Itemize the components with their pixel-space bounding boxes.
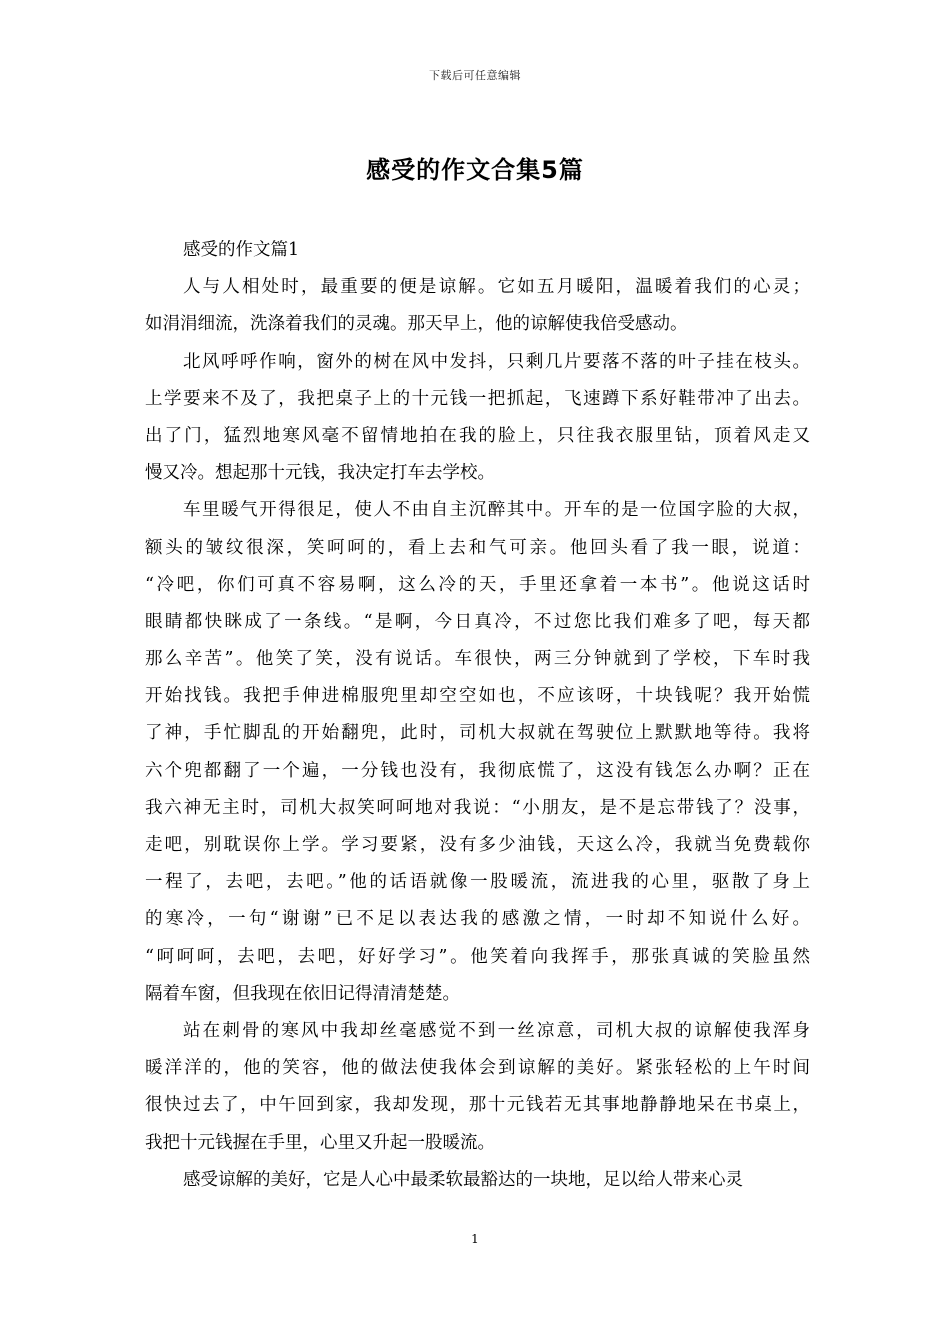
document-title: 感受的作文合集5篇 [366, 156, 584, 184]
paragraph-line: 很快过去了，中午回到家，我却发现，那十元钱若无其事地静静地呆在书桌上， [145, 1095, 810, 1116]
paragraph-line: 开始找钱。我把手伸进棉服兜里却空空如也，不应该呀，十块钱呢？我开始慌 [145, 686, 810, 707]
header-note: 下载后可任意编辑 [429, 69, 521, 82]
paragraph-line: 那么辛苦”。他笑了笑，没有说话。车很快，两三分钟就到了学校，下车时我 [145, 649, 810, 670]
paragraph-line: 如涓涓细流，洗涤着我们的灵魂。那天早上，他的谅解使我倍受感动。 [145, 314, 688, 335]
body-text [145, 232, 810, 1199]
paragraph-line: 站在刺骨的寒风中我却丝毫感觉不到一丝凉意，司机大叔的谅解使我浑身 [183, 1020, 810, 1041]
paragraph-line: “冷吧，你们可真不容易啊，这么冷的天，手里还拿着一本书”。他说这话时 [145, 574, 810, 595]
paragraph-line: 上学要来不及了，我把桌子上的十元钱一把抓起，飞速蹲下系好鞋带冲了出去。 [145, 388, 810, 409]
paragraph-line: 我六神无主时，司机大叔笑呵呵地对我说：“小朋友，是不是忘带钱了？没事， [145, 797, 810, 818]
paragraph-line: 暖洋洋的，他的笑容，他的做法使我体会到谅解的美好。紧张轻松的上午时间 [145, 1058, 810, 1079]
paragraph-line: 车里暖气开得很足，使人不由自主沉醉其中。开车的是一位国字脸的大叔， [183, 500, 810, 521]
section-heading: 感受的作文篇1 [183, 240, 300, 260]
paragraph-line: 出了门，猛烈地寒风毫不留情地拍在我的脸上，只往我衣服里钻，顶着风走又 [145, 425, 810, 446]
paragraph-line: 北风呼呼作响，窗外的树在风中发抖，只剩几片要落不落的叶子挂在枝头。 [183, 351, 810, 372]
paragraph-line: 六个兜都翻了一个遍，一分钱也没有，我彻底慌了，这没有钱怎么办啊？正在 [145, 760, 810, 781]
paragraph-line: 我把十元钱握在手里，心里又升起一股暖流。 [145, 1132, 495, 1153]
paragraph-line: 隔着车窗，但我现在依旧记得清清楚楚。 [145, 983, 460, 1004]
page-number: 1 [471, 1232, 479, 1246]
paragraph-line: 的寒冷，一句“谢谢”已不足以表达我的感激之情，一时却不知说什么好。 [145, 909, 810, 930]
paragraph-line: 感受谅解的美好，它是人心中最柔软最豁达的一块地，足以给人带来心灵 [183, 1169, 743, 1190]
paragraph-line: 额头的皱纹很深，笑呵呵的，看上去和气可亲。他回头看了我一眼，说道： [145, 537, 810, 558]
paragraph-line: “呵呵呵，去吧，去吧，好好学习”。他笑着向我挥手，那张真诚的笑脸虽然 [145, 946, 810, 967]
paragraph-line: 人与人相处时，最重要的便是谅解。它如五月暖阳，温暖着我们的心灵； [183, 277, 810, 298]
paragraph-line: 了神，手忙脚乱的开始翻兜，此时，司机大叔就在驾驶位上默默地等待。我将 [145, 723, 810, 744]
paragraph-line: 一程了，去吧，去吧。”他的话语就像一股暖流，流进我的心里，驱散了身上 [145, 872, 810, 893]
paragraph-line: 慢又冷。想起那十元钱，我决定打车去学校。 [145, 463, 495, 484]
paragraph-line: 眼睛都快眯成了一条线。“是啊，今日真冷，不过您比我们难多了吧，每天都 [145, 611, 810, 632]
paragraph-line: 走吧，别耽误你上学。学习要紧，没有多少油钱，天这么冷，我就当免费载你 [145, 835, 810, 855]
